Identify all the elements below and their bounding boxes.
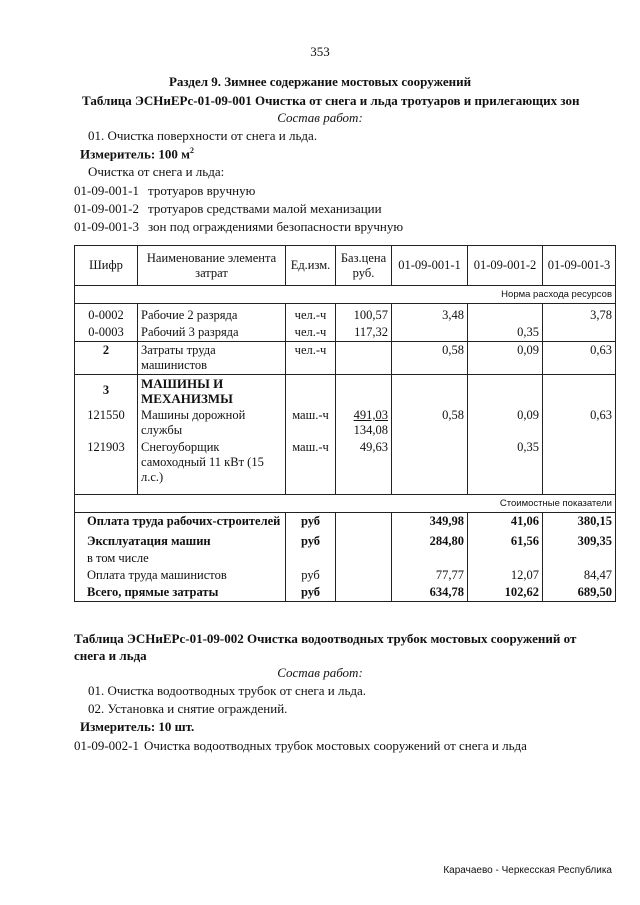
price-secondary: 134,08 xyxy=(353,423,388,437)
table2-composition-heading: Состав работ: xyxy=(277,665,363,680)
table2-composition-item: 01. Очистка водоотводных трубок от снега и льда. xyxy=(88,683,367,698)
cost-label-row xyxy=(75,494,616,512)
cost-value: 77,77 xyxy=(392,567,468,584)
cost-name: Оплата труда рабочих-строителей xyxy=(75,512,286,530)
table-row xyxy=(75,375,616,408)
cost-row xyxy=(75,530,616,550)
cell-name: Рабочие 2 разряда xyxy=(138,304,286,325)
cell-name: МАШИНЫ И МЕХАНИЗМЫ xyxy=(138,375,286,408)
table-spacer-row xyxy=(75,486,616,494)
cell-price xyxy=(336,530,392,550)
position-code: 01-09-002-1 xyxy=(74,738,139,753)
cost-value: 309,35 xyxy=(543,530,616,550)
cost-value: 41,06 xyxy=(468,512,543,530)
cell-value: 0,58 xyxy=(392,407,468,439)
cell-value: 0,35 xyxy=(468,439,543,486)
cell-name: Машины дорожной службы xyxy=(138,407,286,439)
cost-unit: руб xyxy=(286,530,336,550)
cell-price xyxy=(336,567,392,584)
cost-value: 349,98 xyxy=(392,512,468,530)
table1-composition-heading: Состав работ: xyxy=(277,110,363,125)
cost-value: 284,80 xyxy=(392,530,468,550)
cost-value: 689,50 xyxy=(543,584,616,602)
table-row xyxy=(75,407,616,439)
cell-code: 2 xyxy=(75,342,138,375)
header-name: Наименование элемента затрат xyxy=(138,246,286,286)
cell-value xyxy=(543,324,616,342)
cell-code: 3 xyxy=(75,375,138,408)
table1-composition-item: 01. Очистка поверхности от снега и льда. xyxy=(88,128,318,143)
header-col-1: 01-09-001-1 xyxy=(392,246,468,286)
cell-value: 3,78 xyxy=(543,304,616,325)
cell-value xyxy=(468,304,543,325)
cost-unit: руб xyxy=(286,567,336,584)
header-col-3: 01-09-001-3 xyxy=(543,246,616,286)
cell-price xyxy=(336,407,392,439)
position-row xyxy=(74,201,382,217)
cell-price xyxy=(336,584,392,602)
cell-value: 0,09 xyxy=(468,342,543,375)
cost-row xyxy=(75,567,616,584)
cell-unit: чел.-ч xyxy=(286,324,336,342)
cost-value: 61,56 xyxy=(468,530,543,550)
cell-code: 0-0003 xyxy=(75,324,138,342)
table2-title: Таблица ЭСНиЕРс-01-09-002 Очистка водоотводных трубок мостовых сооружений от снега и льда xyxy=(74,631,577,663)
section-title: Раздел 9. Зимнее содержание мостовых сооружений xyxy=(168,74,472,89)
cost-value: 634,78 xyxy=(392,584,468,602)
cost-unit: руб xyxy=(286,584,336,602)
cell-value: 0,63 xyxy=(543,342,616,375)
cell-price: 100,57 xyxy=(336,304,392,325)
cell-price: 117,32 xyxy=(336,324,392,342)
position-desc: тротуаров вручную xyxy=(148,183,256,198)
cell-code: 0-0002 xyxy=(75,304,138,325)
footer-region: Карачаево - Черкесская Республика xyxy=(443,865,612,876)
table2-composition-item: 02. Установка и снятие ограждений. xyxy=(88,701,288,716)
cell-value: 0,35 xyxy=(468,324,543,342)
table2-meter: Измеритель: 10 шт. xyxy=(80,719,195,734)
cost-name: в том числе xyxy=(75,550,286,567)
cell-unit: чел.-ч xyxy=(286,342,336,375)
cell-value xyxy=(392,375,468,408)
cell-code: 121550 xyxy=(75,407,138,439)
header-code: Шифр xyxy=(75,246,138,286)
cost-value: 12,07 xyxy=(468,567,543,584)
cost-value: 102,62 xyxy=(468,584,543,602)
position-desc: зон под ограждениями безопасности вручную xyxy=(148,219,404,234)
cost-name: Эксплуатация машин xyxy=(75,530,286,550)
header-unit: Ед.изм. xyxy=(286,246,336,286)
cell-price xyxy=(336,342,392,375)
cost-row xyxy=(75,550,616,567)
cost-name: Всего, прямые затраты xyxy=(75,584,286,602)
norm-label-row xyxy=(75,286,616,304)
cost-value: 84,47 xyxy=(543,567,616,584)
table1-meter: Измеритель: 100 $м^2$ xyxy=(80,146,195,162)
cost-name: Оплата труда машинистов xyxy=(75,567,286,584)
cell-code: 121903 xyxy=(75,439,138,486)
position-code: 01-09-001-2 xyxy=(74,201,139,216)
cell-value xyxy=(543,439,616,486)
cell-value xyxy=(392,439,468,486)
cell-name: Затраты труда машинистов xyxy=(138,342,286,375)
cell-price: 49,63 xyxy=(336,439,392,486)
header-col-2: 01-09-001-2 xyxy=(468,246,543,286)
position-code: 01-09-001-1 xyxy=(74,183,139,198)
cost-row xyxy=(75,584,616,602)
table-row xyxy=(75,324,616,342)
page-number: 353 xyxy=(310,44,330,59)
table-header-row xyxy=(75,246,616,286)
cost-unit: руб xyxy=(286,512,336,530)
cell-unit: маш.-ч xyxy=(286,407,336,439)
cell-value xyxy=(392,324,468,342)
cell-value: 0,58 xyxy=(392,342,468,375)
cell-unit: маш.-ч xyxy=(286,439,336,486)
table1-intro: Очистка от снега и льда: xyxy=(88,164,225,179)
cell-price xyxy=(336,512,392,530)
cell-value: 3,48 xyxy=(392,304,468,325)
norm-label: Норма расхода ресурсов xyxy=(75,286,616,304)
cell-value: 0,09 xyxy=(468,407,543,439)
position-desc: тротуаров средствами малой механизации xyxy=(148,201,382,216)
cost-row xyxy=(75,512,616,530)
resource-table xyxy=(74,245,616,602)
cell-value xyxy=(468,375,543,408)
cell-unit xyxy=(286,375,336,408)
table-row xyxy=(75,304,616,325)
table-row xyxy=(75,342,616,375)
position-row xyxy=(74,183,255,199)
header-base-price: Баз.цена руб. xyxy=(336,246,392,286)
cell-unit: чел.-ч xyxy=(286,304,336,325)
cell-value xyxy=(543,375,616,408)
cost-label: Стоимостные показатели xyxy=(75,494,616,512)
position-desc: Очистка водоотводных трубок мостовых сооружений от снега и льда xyxy=(144,738,527,753)
cell-value: 0,63 xyxy=(543,407,616,439)
cost-value: 380,15 xyxy=(543,512,616,530)
cell-name: Рабочий 3 разряда xyxy=(138,324,286,342)
cell-name: Снегоуборщик самоходный 11 кВт (15 л.с.) xyxy=(138,439,286,486)
table-row xyxy=(75,439,616,486)
position-code: 01-09-001-3 xyxy=(74,219,139,234)
position-row xyxy=(74,738,527,754)
price-primary: 491,03 xyxy=(353,408,388,422)
position-row xyxy=(74,219,403,235)
cell-price xyxy=(336,375,392,408)
table1-title: Таблица ЭСНиЕРс-01-09-001 Очистка от снега и льда тротуаров и прилегающих зон xyxy=(82,93,580,108)
